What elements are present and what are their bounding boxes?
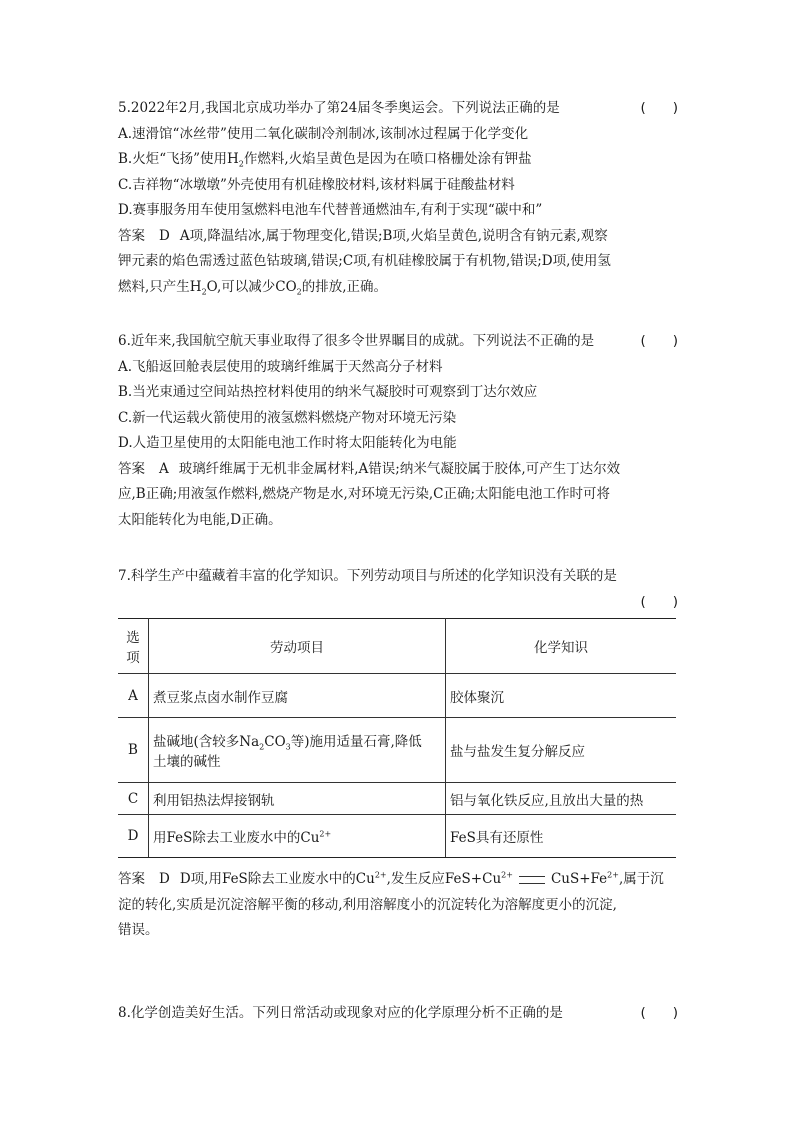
answer-key: A [159,460,169,477]
reaction-equals-sign [519,876,545,884]
answer-label: 答案 [118,871,145,887]
table-row: B 盐碱地(含较多$Na_2CO_3$等)施用适量石膏,降低 土壤的碱性 盐与盐发生复分解反应 [118,718,676,783]
header-knowledge: 化学知识 [446,619,677,674]
header-option: 选 项 [118,619,149,674]
question-8-stem [118,1001,678,1027]
table-row: A 煮豆浆点卤水制作豆腐 胶体聚沉 [118,674,676,718]
table-header-row [118,619,676,674]
answer-key: D [159,227,170,244]
answer-line-3: 错误。 [118,922,159,938]
answer-label: 答案 [118,227,145,244]
question-5 [118,96,678,300]
option-d: D.人造卫星使用的太阳能电池工作时将太阳能转化为电能 [118,435,457,451]
header-task: 劳动项目 [149,619,446,674]
question-6 [118,329,678,533]
question-5-text: 5.2022年2月,我国北京成功举办了第24届冬季奥运会。下列说法正确的是 [118,100,560,116]
answer-blank: ( ) [640,593,678,610]
option-b: B.火炬“飞扬”使用$H_2$作燃料,火焰呈黄色是因为在喷口格栅处涂有钾盐 [118,151,532,169]
table-row: D 用FeS除去工业废水中的$Cu^{2+}$ FeS具有还原性 [118,815,676,858]
question-8-text: 8.化学创造美好生活。下列日常活动或现象对应的化学原理分析不正确的是 [118,1005,563,1021]
question-7 [118,564,678,615]
option-b: B.当光束通过空间站热控材料使用的纳米气凝胶时可观察到丁达尔效应 [118,384,538,400]
option-c: C.新一代运载火箭使用的液氢燃料燃烧产物对环境无污染 [118,409,457,426]
answer-blank: ( ) [640,333,678,349]
question-8 [118,1001,678,1027]
question-6-stem [118,329,678,355]
answer-line-1: 答案 D D项,用FeS除去工业废水中的$Cu^{2+}$,发生反应$FeS+Cu^{2+}$ $CuS+Fe^{2+}$,属于沉 [118,870,664,887]
answer-label: 答案 [118,460,145,477]
question-7-answer [118,867,678,944]
answer-blank: ( ) [640,1005,678,1021]
answer-line-1: 答案 D A项,降温结冰,属于物理变化,错误;B项,火焰呈黄色,说明含有钠元素,观察 [118,227,608,244]
answer-line-3: 太阳能转化为电能,D正确。 [118,511,282,528]
option-a: A.速滑馆“冰丝带”使用二氧化碳制冷剂制冰,该制冰过程属于化学变化 [118,125,529,142]
answer-key: D [159,871,170,887]
option-c: C.吉祥物“冰墩墩”外壳使用有机硅橡胶材料,该材料属于硅酸盐材料 [118,176,515,193]
question-7-table [118,618,676,858]
question-7-text: 7.科学生产中蕴藏着丰富的化学知识。下列劳动项目与所述的化学知识没有关联的是 [118,568,617,584]
option-d: D.赛事服务用车使用氢燃料电池车代替普通燃油车,有利于实现“碳中和” [118,202,543,218]
answer-line-2: 淀的转化,实质是沉淀溶解平衡的移动,利用溶解度小的沉淀转化为溶解度更小的沉淀, [118,896,617,913]
answer-line-1: 答案 A 玻璃纤维属于无机非金属材料,A错误;纳米气凝胶属于胶体,可产生丁达尔效 [118,460,621,477]
question-5-stem [118,96,678,122]
answer-blank: ( ) [640,100,678,116]
question-6-text: 6.近年来,我国航空航天事业取得了很多令世界瞩目的成就。下列说法不正确的是 [118,333,595,349]
answer-line-2: 钾元素的焰色需透过蓝色钴玻璃,错误;C项,有机硅橡胶属于有机物,错误;D项,使用氢 [118,253,611,269]
option-a: A.飞船返回舱表层使用的玻璃纤维属于天然高分子材料 [118,358,443,375]
answer-line-3: 燃料,只产生$H_2O$,可以减少$CO_2$的排放,正确。 [118,278,388,297]
answer-line-2: 应,B正确;用液氢作燃料,燃烧产物是水,对环境无污染,C正确;太阳能电池工作时可将 [118,486,611,502]
table-row: C 利用铝热法焊接钢轨 铝与氧化铁反应,且放出大量的热 [118,783,676,815]
